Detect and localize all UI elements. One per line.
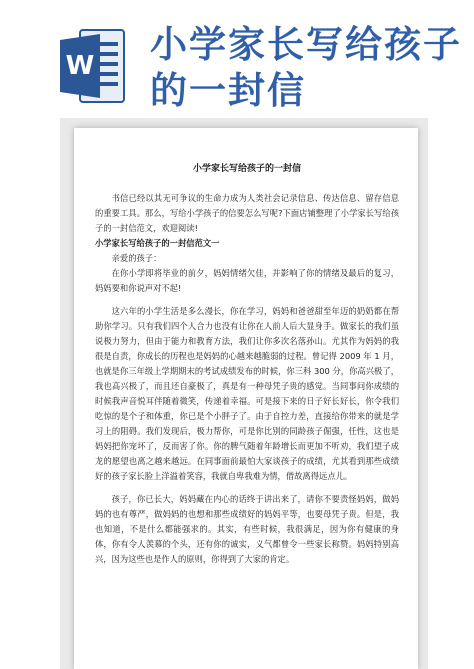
body-paragraph-3: 孩子，你已长大，妈妈藏在内心的话终于讲出来了，请你不要责怪妈妈，做妈妈的也有尊严，做妈妈的也想和那些成绩好的妈妈平等，也要母凭子贵。但是，我也知道，不是什么都能强求的。其实，有些时候，我很满足，因为你有健康的身体，你有令人羡慕的个头，还有你的诚实，义气都曾令一些家长称赞。妈妈特别高兴，因为这些也是作人的原则，你得到了大家的肯定。 xyxy=(95,494,399,564)
document-title: 小学家长写给孩子的一封信 xyxy=(192,164,301,174)
word-document-icon xyxy=(58,26,128,106)
banner-title-line1: 小学家长写给孩子 xyxy=(150,23,462,66)
section-heading: 小学家长写给孩子的一封信范文一 xyxy=(95,238,220,248)
body-paragraph-2: 这六年的小学生活是多么漫长，你在学习，妈妈和爸爸甜至年迈的奶奶都在帮助你学习。只有我们四个人合力也没有让你在人前人后大显身手。做家长的我们虽说极力努力，但由于能力和教育方法，我们让你多次名落孙山。尤其作为妈妈的我很是自责，你成长的历程也是妈妈的心越来越脆弱的过程。曾记得 2009 年 1 月，也就是你三年级上学期期末的考试成绩发布的时候，你三科 300 分，你高兴极了，我也高兴极了，而且还自豪极了，真是有一种母凭子贵的感觉。当同事问你成绩的时候我声音悦耳伴随着微笑，传递着幸福。可是接下来的日子好长好长，你令我们吃惊的是个子和体重，你已是个小胖子了。由于自控力差，直接给你带来的就是学习上的阻碍。我们发现后，极力帮你，可是你比别的同龄孩子倔强，任性，这也是妈妈把你宠坏了，反而害了你。你的脾气随着年龄增长而更加不听劝，我们望子成龙的愿望也离之越来越远。在同事面前最怕大家谈孩子的成绩，尤其看到那些成绩好的孩子家长脸上洋溢着笑容，我就自卑我难为情，借故离得远点儿。 xyxy=(95,306,399,481)
svg-text:W: W xyxy=(65,51,95,81)
banner-title-line2: 的一封信 xyxy=(150,69,306,112)
body-paragraph-1: 在你小学即将毕业的前夕，妈妈情绪欠佳，并影响了你的情绪及最后的复习，妈妈要和你说声对不起! xyxy=(95,268,399,293)
paragraph-gap xyxy=(95,484,399,492)
intro-paragraph: 书信已经以其无可争议的生命力成为人类社会记录信息、传达信息、留存信息的重要工具。那么，写给小学孩子的信要怎么写呢?下面店铺整理了小学家长写给孩子的一封信范文，欢迎阅读! xyxy=(95,193,399,233)
greeting: 亲爱的孩子： xyxy=(111,253,162,263)
paragraph-gap xyxy=(95,296,399,304)
document-body xyxy=(95,162,399,567)
banner-title xyxy=(150,22,462,114)
